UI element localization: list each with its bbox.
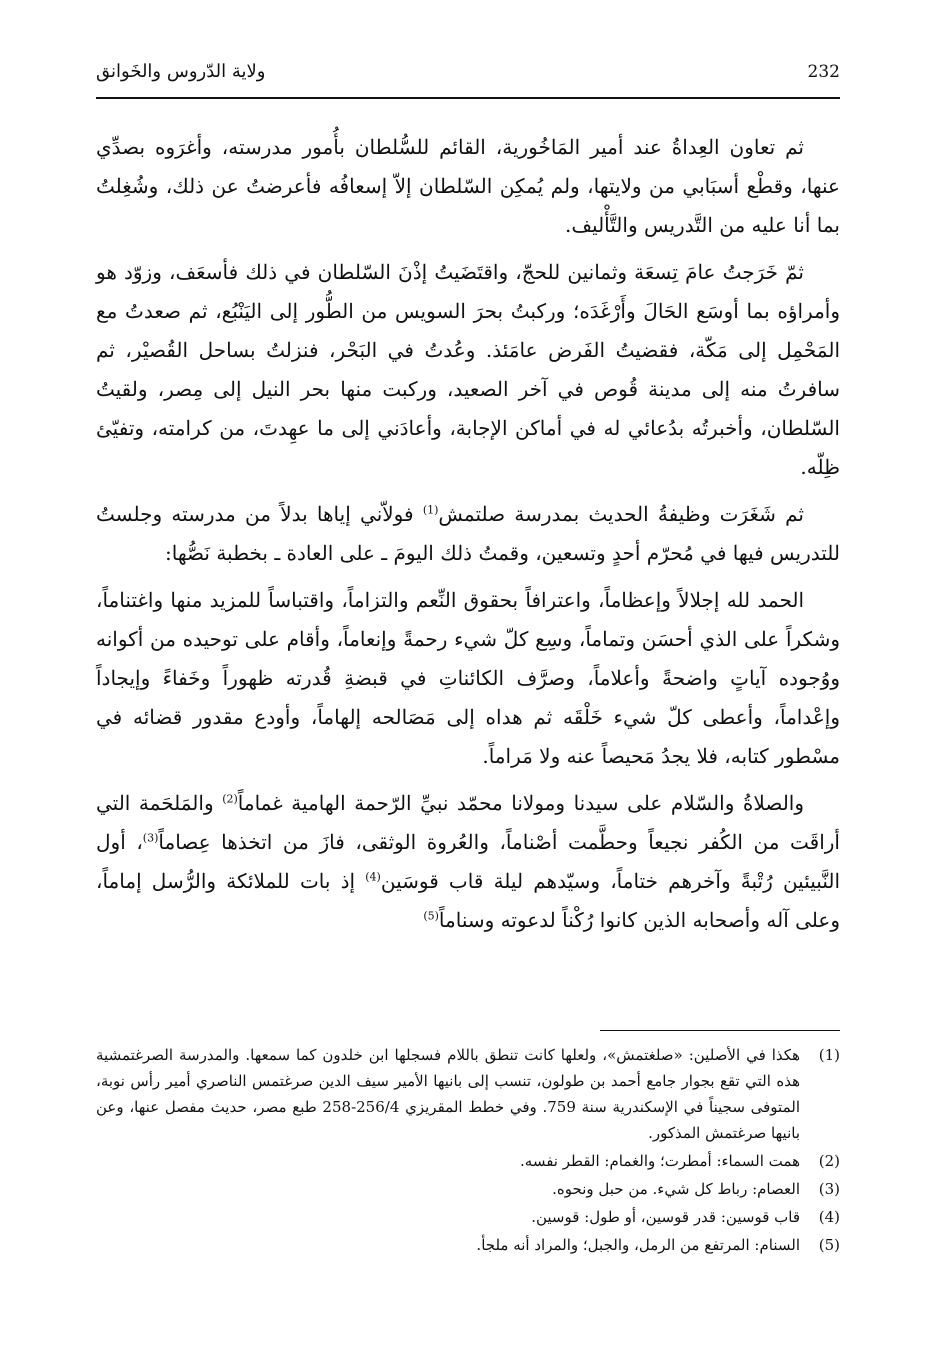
- footnote-text: همت السماء: أمطرت؛ والغمام: القطر نفسه.: [520, 1152, 800, 1170]
- paragraph-text: والصلاةُ والسّلام على سيدنا ومولانا محمّد نبيِّ الرّحمة الهامية غماماً: [237, 791, 804, 815]
- paragraph: ثم تعاون العِداةُ عند أمير المَاخُورية، القائم للسُّلطان بأُمور مدرسته، وأغرَوه بصدِّي عنها، وقطْع أسبَابي من ولايتها، ولم يُمكِن السّلطان إلاّ إسعافُه فأعرضتُ عن ذلك، وشُغِلتُ بما أنا عليه من التَّدريس والتَّأْليف.: [96, 135, 840, 237]
- footnote-text: السنام: المرتفع من الرمل، والجبل؛ والمراد أنه ملجأ.: [476, 1236, 800, 1254]
- paragraph: [96, 784, 840, 940]
- paragraph-text: ثم شَغَرَت وظيفةُ الحديث بمدرسة صلتمش: [438, 502, 805, 526]
- footnote-text: العصام: رباط كل شيء. من حبل ونحوه.: [552, 1180, 800, 1198]
- footnote-ref: (3): [142, 831, 159, 845]
- paragraph-text: فولاّني إياها بدلاً من مدرسته وجلستُ للتدريس فيها في مُحرّم أحدٍ وتسعين، وقمتُ ذلك اليومَ ـ على العادة ـ بخطبة نَصُّها:: [96, 502, 840, 565]
- footnote-ref: (4): [365, 870, 381, 884]
- main-text: [96, 128, 840, 948]
- page-header: [96, 60, 840, 94]
- footnote: [96, 1204, 840, 1230]
- footnote-number: (5): [818, 1236, 840, 1254]
- footnote-number: (1): [818, 1046, 840, 1064]
- footnote: [96, 1232, 840, 1258]
- footnote-text: قاب قوسين: قدر قوسين، أو طول: قوسين.: [531, 1208, 800, 1226]
- footnote-ref: (1): [422, 503, 439, 517]
- header-rule: [96, 97, 840, 99]
- paragraph-text: إذ بات للملائكة والرُّسل إماماً، وعلى آله وأصحابه الذين كانوا رُكْناً لدعوته وسناماً: [96, 869, 840, 932]
- footnote-number: (2): [818, 1152, 840, 1170]
- footnote: [96, 1042, 840, 1146]
- running-title: ولاية الدّروس والخَوانق: [96, 61, 266, 82]
- footnote-number: (4): [818, 1208, 840, 1226]
- footnote: [96, 1176, 840, 1202]
- footnote-number: (3): [818, 1180, 840, 1198]
- paragraph: [96, 495, 840, 573]
- footnote-ref: (2): [222, 792, 238, 806]
- paragraph-text: والمَلحَمة التي أراقَت من الكُفر نجيعاً وحطَّمت أصْناماً، والعُروة الوثقى، فازَ من اتخذها عِصاماً: [96, 791, 840, 854]
- footnote-separator: [600, 1030, 840, 1031]
- paragraph: الحمد لله إجلالاً وإعظاماً، واعترافاً بحقوق النِّعم والتزاماً، واقتباساً للمزيد منها واغتناماً، وشكراً على الذي أحسَن وتماماً، وسِع كلّ شيء رحمةً وإنعاماً، وأقام على توحيده من أكوانه ووُجوده آياتٍ واضحةً وأعلاماً، وصرَّف الكائناتِ في قبضةِ قُدرته ظهوراً وخَفاءً وإيجاداً وإعْداماً، وأعطى كلّ شيء خَلْقَه ثم هداه إلى مَصَالحه إلهاماً، وأودع مقدور قضائه في مسْطور كتابه، فلا يجدُ مَحيصاً عنه ولا مَراماً.: [96, 588, 841, 768]
- paragraph: ثمّ خَرَجتُ عامَ تِسعَة وثمانين للحجّ، واقتَضَيتُ إذْنَ السّلطان في ذلك فأسعَف، وزوّد هو وأمراؤه بما أوسَع الحَالَ وأَرْغَدَه؛ وركبتُ بحرَ السويس من الطُّور إلى اليَنْبُع، ثم صعدتُ مع المَحْمِل إلى مَكّة، فقضيتُ الفَرض عامَئذ. وعُدتُ في البَحْر، فنزلتُ بساحل القُصيْر، ثم سافرتُ منه إلى مدينة قُوص في آخر الصعيد، وركبت منها بحر النيل إلى مِصر، ولقيتُ السّلطان، وأخبرتُه بدُعائي له في أماكن الإجابة، وأعادَني إلى ما عهِدتَ، من كرامته، وتفيّئ ظِلّه.: [96, 260, 840, 479]
- page-number: 232: [807, 62, 840, 82]
- footnote: [96, 1148, 840, 1174]
- footnote-ref: (5): [423, 909, 439, 923]
- footnotes: [96, 1042, 840, 1260]
- paragraph-text: ، أول النَّبيئين رُتْبةً وآخرهم ختاماً، وسيّدهم ليلة قاب قوسَين: [96, 830, 840, 893]
- book-page: [96, 0, 840, 1360]
- footnote-text: هكذا في الأصلين: «صلغتمش»، ولعلها كانت تنطق باللام فسجلها ابن خلدون كما سمعها. والمدرسة الصرغتمشية هذه التي تقع بجوار جامع أحمد بن طولون، تنسب إلى بانيها الأمير سيف الدين صرغتمس الناصري أمير رأس نوبة، المتوفى سجيناً في الإسكندرية سنة 759. وفي خطط المقريزي 256/4-258 طبع مصر، حديث مفصل عنها، وعن بانيها صرغتمش المذكور.: [96, 1046, 800, 1142]
